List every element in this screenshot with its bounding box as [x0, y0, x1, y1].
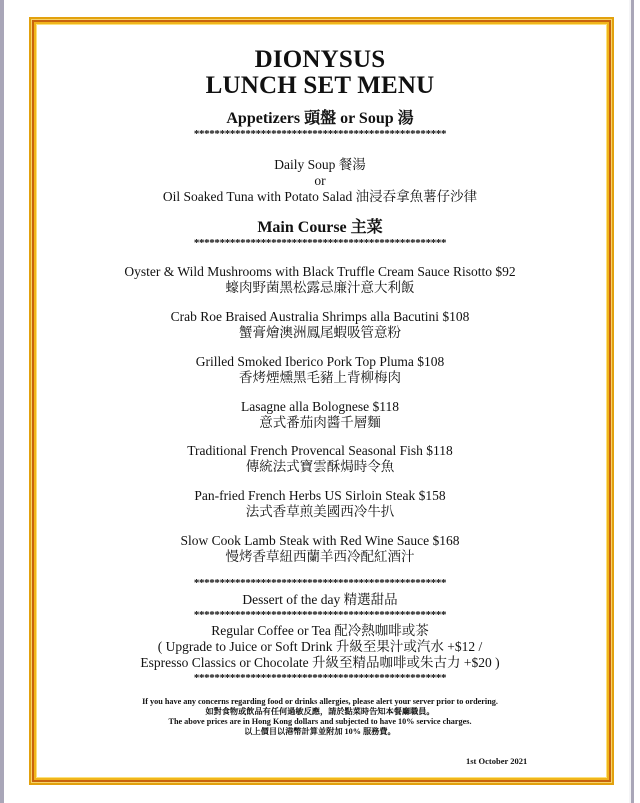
main-item-en: Oyster & Wild Mushrooms with Black Truffle Cream Sauce Risotto $92	[124, 264, 516, 279]
drinks-upgrade-line: ( Upgrade to Juice or Soft Drink 升級至果汁或汽水 +$12 /	[157, 639, 483, 654]
separator-stars: *************************************************	[193, 610, 447, 620]
main-item-zh: 蠔肉野菌黑松露忌廉汁意大利飯	[225, 280, 415, 295]
main-item-en: Grilled Smoked Iberico Pork Top Pluma $108	[195, 354, 445, 369]
main-item-zh: 慢烤香草紐西蘭羊西冷配紅酒汁	[225, 549, 415, 564]
separator-stars: *************************************************	[193, 673, 447, 683]
drinks-upgrade-line: Espresso Classics or Chocolate 升級至精品咖啡或朱古力 +$20 )	[140, 655, 500, 670]
main-item-zh: 意式番茄肉醬千層麵	[259, 415, 381, 430]
menu-date: 1st October 2021	[466, 756, 528, 766]
separator-stars: *************************************************	[193, 129, 447, 139]
main-item-en: Slow Cook Lamb Steak with Red Wine Sauce $168	[180, 533, 460, 548]
appetizer-item: Daily Soup 餐湯	[274, 157, 366, 172]
main-course-heading: Main Course 主菜	[257, 219, 383, 236]
appetizer-or: or	[314, 173, 326, 188]
main-item-zh: 香烤煙燻黑毛豬上背柳梅肉	[239, 370, 401, 385]
allergy-notice-en: If you have any concerns regarding food or drinks allergies, please alert your server prior to ordering.	[142, 697, 498, 706]
separator-stars: *************************************************	[193, 238, 447, 248]
dessert-line: Dessert of the day 精選甜品	[242, 592, 398, 607]
menu-title: LUNCH SET MENU	[205, 72, 435, 99]
main-item-zh: 法式香草煎美國西冷牛扒	[245, 504, 395, 519]
appetizers-heading: Appetizers 頭盤 or Soup 湯	[226, 110, 414, 127]
price-notice-en: The above prices are in Hong Kong dollars and subjected to have 10% service charges.	[168, 717, 472, 726]
allergy-notice-zh: 如對食物或飲品有任何過敏反應，請於點菜時告知本餐廳職員。	[205, 707, 435, 716]
main-item-zh: 蟹膏燴澳洲鳳尾蝦吸管意粉	[239, 325, 401, 340]
price-notice-zh: 以上價目以港幣計算並附加 10% 服務費。	[244, 727, 396, 736]
separator-stars: *************************************************	[193, 578, 447, 588]
main-item-en: Pan-fried French Herbs US Sirloin Steak $158	[194, 488, 446, 503]
main-item-en: Lasagne alla Bolognese $118	[240, 399, 400, 414]
appetizer-item: Oil Soaked Tuna with Potato Salad 油浸吞拿魚薯仔沙律	[162, 189, 478, 204]
main-item-en: Traditional French Provencal Seasonal Fish $118	[187, 443, 453, 458]
main-item-zh: 傳統法式寶雲酥焗時令魚	[245, 459, 395, 474]
restaurant-name: DIONYSUS	[254, 46, 386, 73]
main-item-en: Crab Roe Braised Australia Shrimps alla Bacutini $108	[170, 309, 470, 324]
drinks-line: Regular Coffee or Tea 配冷熱咖啡或茶	[211, 623, 429, 638]
